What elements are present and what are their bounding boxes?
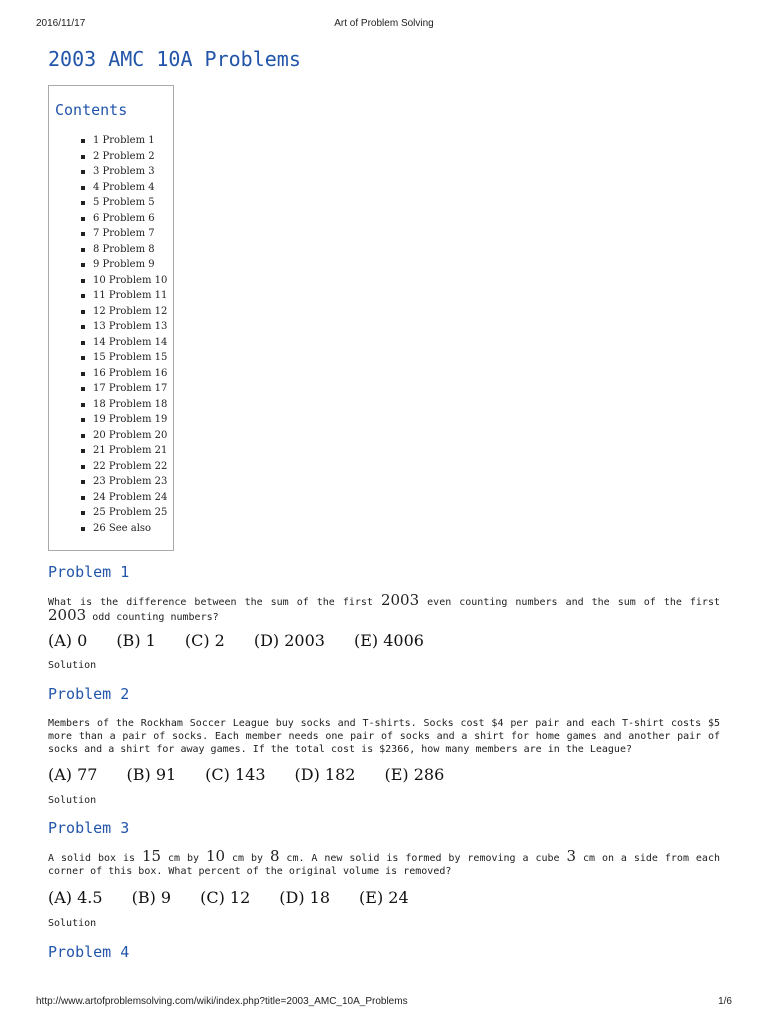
toc-item [49, 521, 167, 537]
toc-link[interactable]: 25 Problem 25 [93, 507, 168, 518]
toc-item [49, 397, 167, 413]
choice-e: (E) 24 [359, 888, 409, 907]
page-url: http://www.artofproblemsolving.com/wiki/index.php?title=2003_AMC_10A_Problems [36, 996, 408, 1007]
toc-item [49, 288, 167, 304]
problem-1-choices [48, 631, 453, 650]
choice-a: (A) 77 [48, 765, 98, 784]
problem-3-text-part: cm on a side from each corner of this box. What percent of the original volume is removed? [48, 853, 720, 877]
toc-link[interactable]: 12 Problem 12 [93, 305, 168, 317]
toc-link[interactable]: 23 Problem 23 [93, 476, 168, 487]
toc-item [49, 211, 167, 227]
toc-link[interactable]: 21 Problem 21 [93, 445, 168, 456]
choice-c: (C) 2 [184, 631, 225, 650]
problem-2-choices [48, 765, 473, 784]
toc-item [49, 273, 167, 289]
toc-link[interactable]: 24 Problem 24 [93, 491, 168, 503]
toc-item [49, 490, 167, 506]
toc-link[interactable]: 9 Problem 9 [93, 259, 155, 270]
toc-link[interactable]: 3 Problem 3 [93, 166, 155, 177]
toc-link[interactable]: 11 Problem 11 [93, 290, 168, 301]
choice-b: (B) 91 [126, 765, 177, 784]
problem-2-solution-link[interactable]: Solution [48, 795, 97, 806]
toc-item [49, 304, 167, 320]
toc-item [49, 226, 167, 242]
problem-1-solution-link[interactable]: Solution [48, 660, 97, 671]
problem-4-heading: Problem 4 [48, 943, 130, 961]
problem-1-text [48, 591, 720, 624]
toc-title: Contents [55, 101, 128, 119]
toc-item [49, 149, 167, 165]
choice-b: (B) 1 [116, 631, 156, 650]
choice-c: (C) 143 [205, 765, 266, 784]
toc-item [49, 412, 167, 428]
toc-link[interactable]: 13 Problem 13 [93, 321, 168, 332]
problem-1-heading: Problem 1 [48, 563, 130, 581]
toc-link[interactable]: 22 Problem 22 [93, 460, 168, 472]
page-number: 1/6 [718, 996, 732, 1007]
choice-d: (D) 18 [279, 888, 331, 907]
toc-item [49, 133, 167, 149]
toc-link[interactable]: 14 Problem 14 [93, 336, 168, 348]
page-title: 2003 AMC 10A Problems [48, 47, 301, 71]
toc-link[interactable]: 1 Problem 1 [93, 135, 155, 146]
toc-item [49, 164, 167, 180]
toc-link[interactable]: 2 Problem 2 [93, 150, 155, 162]
choice-a: (A) 0 [48, 631, 88, 650]
toc-list [49, 133, 167, 536]
toc-item [49, 319, 167, 335]
toc-link[interactable]: 15 Problem 15 [93, 352, 168, 363]
toc-link[interactable]: 20 Problem 20 [93, 429, 168, 441]
problem-3-text-part: cm. A new solid is formed by removing a cube [279, 853, 567, 864]
toc-item [49, 195, 167, 211]
toc-item [49, 335, 167, 351]
toc-link[interactable]: 7 Problem 7 [93, 228, 155, 239]
choice-e: (E) 4006 [353, 631, 424, 650]
print-date: 2016/11/17 [36, 18, 86, 29]
toc-link[interactable]: 19 Problem 19 [93, 414, 168, 425]
toc-item [49, 443, 167, 459]
choice-e: (E) 286 [384, 765, 445, 784]
toc-item [49, 350, 167, 366]
print-site-title: Art of Problem Solving [334, 18, 434, 29]
problem-3-heading: Problem 3 [48, 819, 130, 837]
table-of-contents [48, 85, 174, 551]
problem-1-text-part: What is the difference between the sum of the first [48, 597, 381, 608]
toc-item [49, 257, 167, 273]
toc-link[interactable]: 18 Problem 18 [93, 398, 168, 410]
toc-link[interactable]: 16 Problem 16 [93, 367, 168, 379]
problem-3-number: 15 [141, 847, 162, 865]
problem-1-number: 2003 [48, 606, 87, 624]
toc-item [49, 505, 167, 521]
problem-3-number: 3 [566, 847, 577, 865]
problem-3-text [48, 847, 720, 878]
toc-item [49, 459, 167, 475]
toc-item [49, 366, 167, 382]
problem-1-text-part: even counting numbers and the sum of the first [419, 597, 720, 608]
choice-d: (D) 182 [294, 765, 356, 784]
problem-3-solution-link[interactable]: Solution [48, 918, 97, 929]
toc-item [49, 242, 167, 258]
problem-3-choices [48, 888, 438, 907]
problem-2-text: Members of the Rockham Soccer League buy socks and T-shirts. Socks cost $4 per pair and each T-shirt costs $5 more than a pair of socks. Each member needs one pair of socks and a shirt for home games and another pair of socks and a shirt for away games. If the total cost is $2366, how many members are in the League? [48, 718, 720, 755]
problem-3-text-part: A solid box is [48, 853, 142, 864]
toc-item [49, 180, 167, 196]
choice-c: (C) 12 [200, 888, 251, 907]
problem-3-text-part: cm by [161, 853, 206, 864]
choice-a: (A) 4.5 [48, 888, 103, 907]
choice-d: (D) 2003 [253, 631, 325, 650]
toc-link[interactable]: 5 Problem 5 [93, 197, 155, 208]
toc-item [49, 428, 167, 444]
toc-link[interactable]: 8 Problem 8 [93, 243, 155, 255]
problem-1-number: 2003 [380, 591, 420, 609]
problem-1-text-part: odd counting numbers? [86, 612, 219, 623]
toc-link[interactable]: 4 Problem 4 [93, 181, 155, 193]
problem-3-number: 8 [269, 847, 280, 865]
toc-link[interactable]: 26 See also [93, 522, 152, 534]
toc-link[interactable]: 17 Problem 17 [93, 383, 168, 394]
toc-item [49, 474, 167, 490]
problem-3-number: 10 [205, 847, 226, 865]
choice-b: (B) 9 [131, 888, 172, 907]
problem-2-heading: Problem 2 [48, 685, 130, 703]
toc-item [49, 381, 167, 397]
toc-link[interactable]: 10 Problem 10 [93, 274, 168, 286]
problem-3-text-part: cm by [225, 853, 270, 864]
toc-link[interactable]: 6 Problem 6 [93, 212, 155, 224]
